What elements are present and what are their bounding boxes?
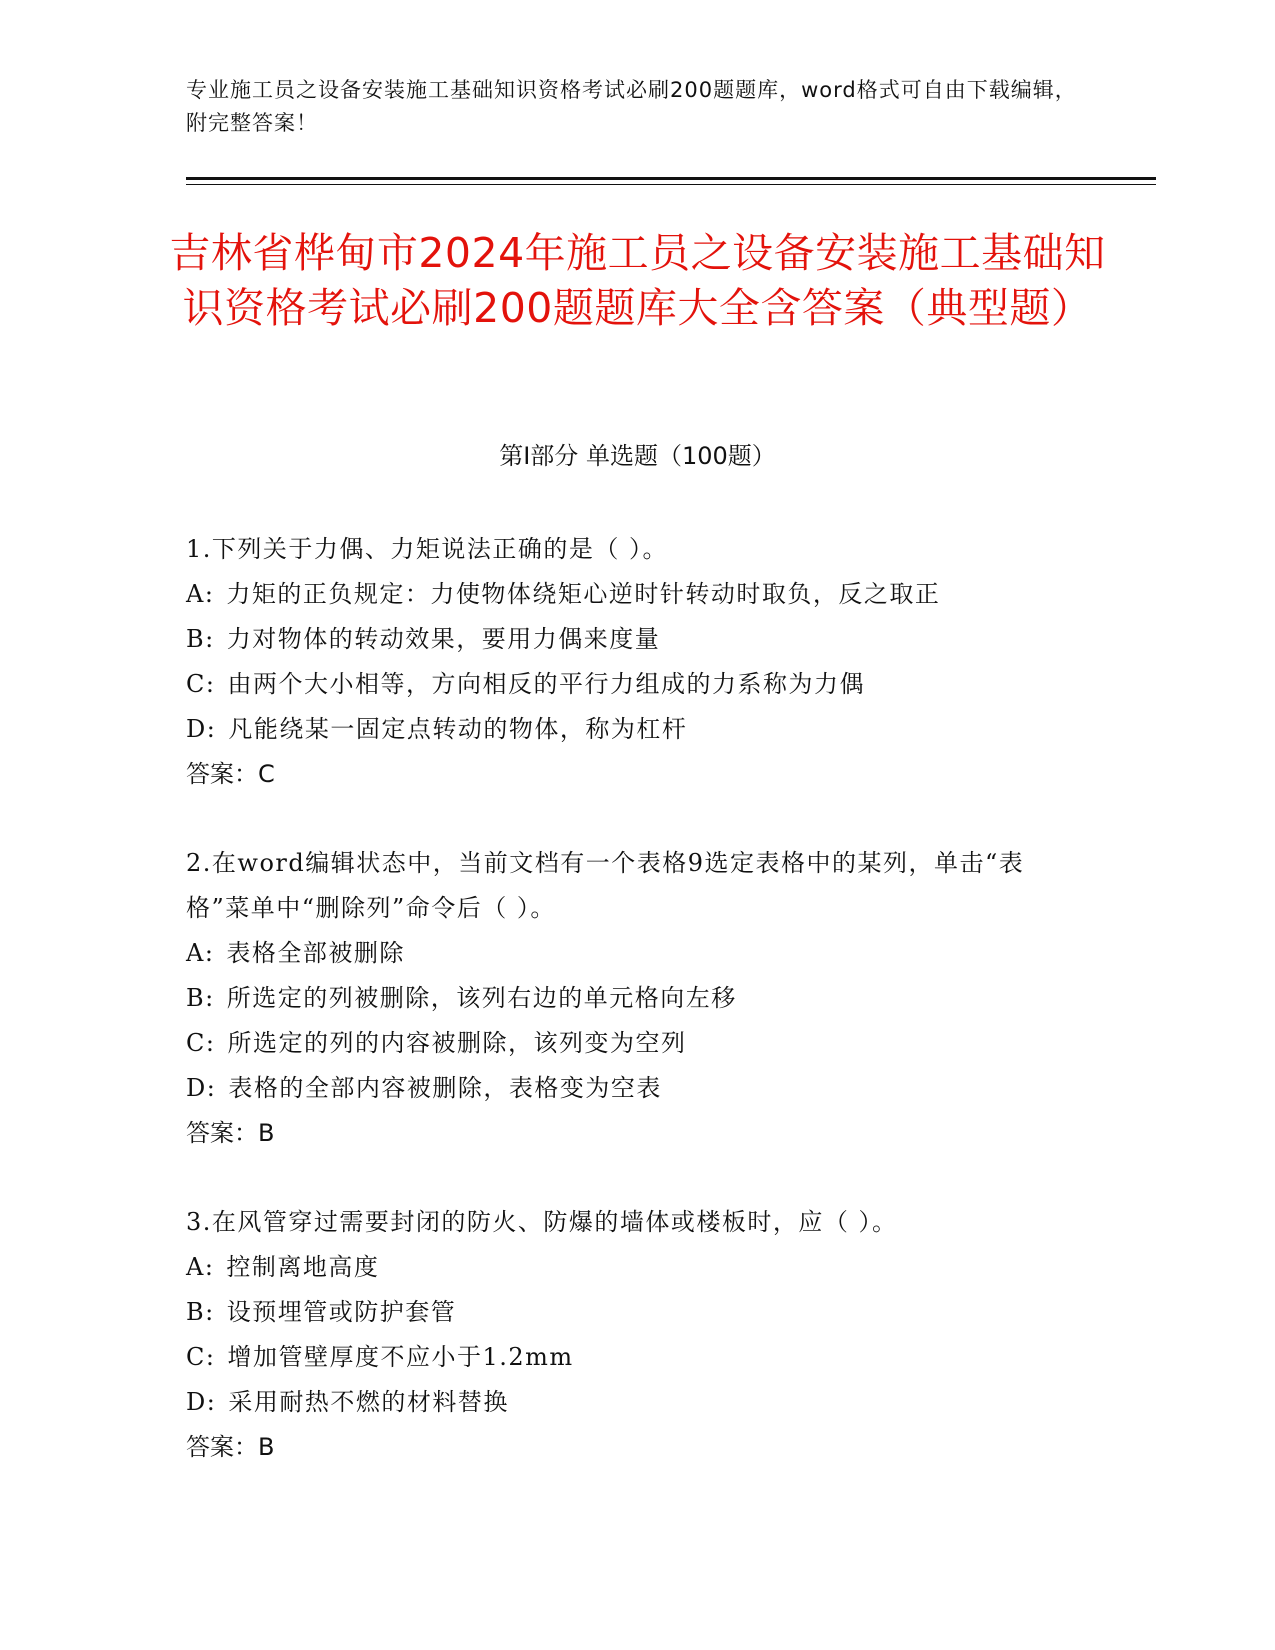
option-text: 设预埋管或防护套管 — [226, 1298, 457, 1326]
option-a — [186, 572, 1086, 617]
option-label: A: — [186, 939, 215, 967]
option-text: 由两个大小相等，方向相反的平行力组成的力系称为力偶 — [227, 670, 865, 698]
option-text: 表格的全部内容被删除，表格变为空表 — [228, 1074, 662, 1102]
question-list — [186, 527, 1086, 1514]
option-c — [186, 1021, 1086, 1066]
option-d — [186, 1066, 1086, 1111]
option-label: A: — [186, 1253, 215, 1281]
option-a — [186, 931, 1086, 976]
document-title: 吉林省桦甸市2024年施工员之设备安装施工基础知识资格考试必刷200题题库大全含答案（典型题） — [169, 229, 1106, 332]
option-c — [186, 1335, 1086, 1380]
answer-prefix: 答案： — [186, 760, 258, 788]
option-b — [186, 976, 1086, 1021]
option-text: 增加管壁厚度不应小于1.2mm — [227, 1343, 574, 1371]
option-text: 所选定的列的内容被删除，该列变为空列 — [227, 1029, 687, 1057]
option-b — [186, 617, 1086, 662]
answer-line — [186, 1111, 1086, 1156]
option-label: B: — [186, 1298, 215, 1326]
question-stem: 3.在风管穿过需要封闭的防火、防爆的墙体或楼板时，应（ ）。 — [186, 1208, 898, 1236]
question-1 — [186, 527, 1086, 797]
answer-line — [186, 752, 1086, 797]
question-2 — [186, 841, 1086, 1156]
answer-prefix: 答案： — [186, 1433, 258, 1461]
option-text: 力矩的正负规定：力使物体绕矩心逆时针转动时取负，反之取正 — [226, 580, 941, 608]
header-note: 专业施工员之设备安装施工基础知识资格考试必刷200题题库，word格式可自由下载编辑，附完整答案！ — [186, 78, 1077, 135]
answer-value: C — [258, 760, 275, 788]
option-label: C: — [186, 670, 216, 698]
option-d — [186, 707, 1086, 752]
header-divider-thick — [186, 177, 1156, 180]
option-a — [186, 1245, 1086, 1290]
question-stem: 2.在word编辑状态中，当前文档有一个表格9选定表格中的某列，单击“表格”菜单中“删除列”命令后（ ）。 — [186, 849, 1025, 922]
section-title: 第Ⅰ部分 单选题（100题） — [499, 442, 776, 470]
option-label: B: — [186, 625, 215, 653]
option-b — [186, 1290, 1086, 1335]
option-text: 表格全部被删除 — [226, 939, 405, 967]
answer-line — [186, 1425, 1086, 1470]
answer-value: B — [258, 1433, 275, 1461]
option-d — [186, 1380, 1086, 1425]
option-text: 凡能绕某一固定点转动的物体，称为杠杆 — [228, 715, 688, 743]
header-divider-thin — [186, 184, 1156, 185]
option-text: 力对物体的转动效果，要用力偶来度量 — [226, 625, 661, 653]
option-text: 控制离地高度 — [226, 1253, 380, 1281]
option-label: C: — [186, 1343, 216, 1371]
option-label: A: — [186, 580, 215, 608]
option-label: D: — [186, 715, 217, 743]
option-label: C: — [186, 1029, 216, 1057]
question-3 — [186, 1200, 1086, 1470]
option-label: D: — [186, 1388, 217, 1416]
option-c — [186, 662, 1086, 707]
answer-value: B — [258, 1119, 275, 1147]
option-text: 所选定的列被删除，该列右边的单元格向左移 — [226, 984, 737, 1012]
question-stem: 1.下列关于力偶、力矩说法正确的是（ ）。 — [186, 535, 669, 563]
option-label: B: — [186, 984, 215, 1012]
option-label: D: — [186, 1074, 217, 1102]
answer-prefix: 答案： — [186, 1119, 258, 1147]
option-text: 采用耐热不燃的材料替换 — [228, 1388, 509, 1416]
